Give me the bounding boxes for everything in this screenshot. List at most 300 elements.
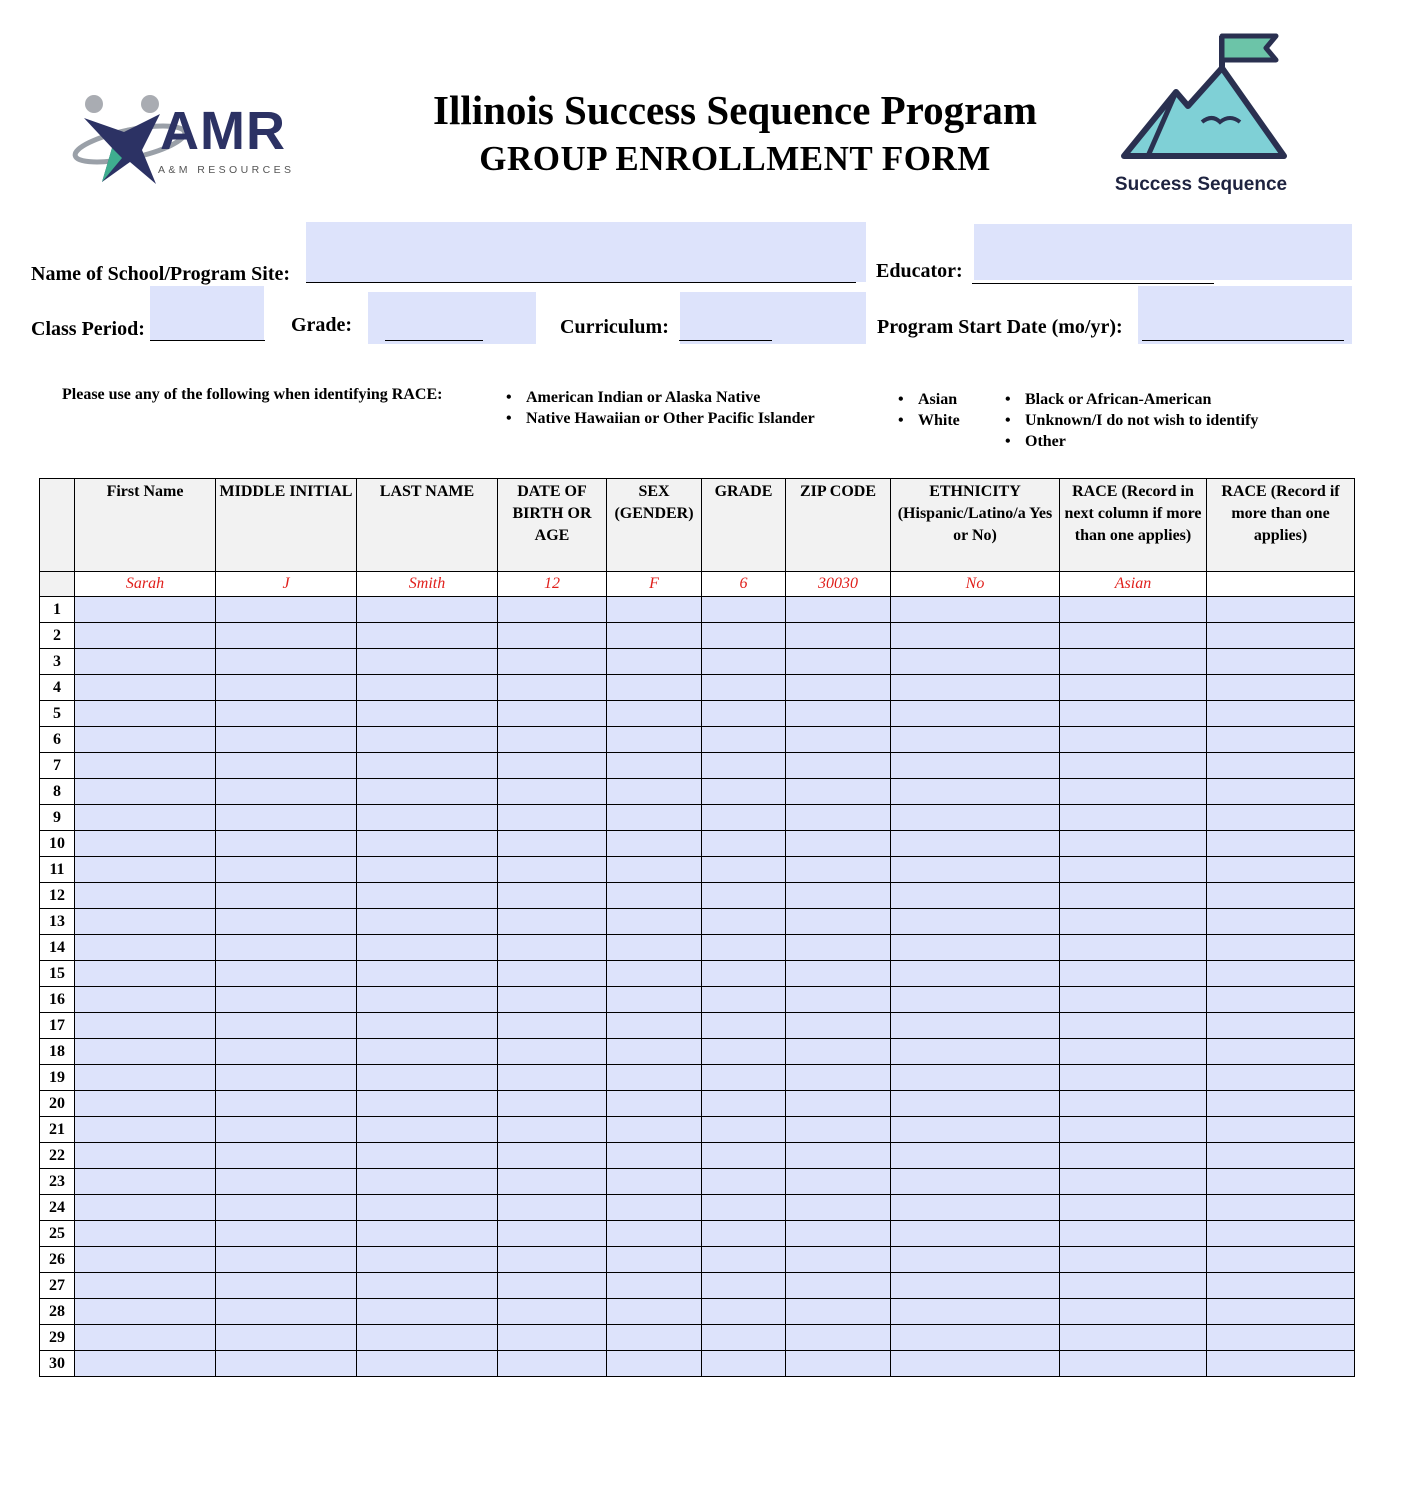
cell-dob-or-age[interactable] [498,935,607,961]
cell-first-name[interactable] [75,1039,216,1065]
cell-ethnicity[interactable] [891,1247,1060,1273]
cell-grade[interactable] [702,649,786,675]
cell-race-1[interactable] [1060,1195,1207,1221]
cell-first-name[interactable] [75,649,216,675]
cell-sex[interactable] [607,597,702,623]
cell-race-1[interactable] [1060,883,1207,909]
cell-first-name[interactable] [75,857,216,883]
cell-race-1[interactable] [1060,1273,1207,1299]
cell-ethnicity[interactable] [891,649,1060,675]
cell-zip-code[interactable] [786,987,891,1013]
cell-ethnicity[interactable] [891,597,1060,623]
cell-race-2[interactable] [1207,935,1355,961]
cell-grade[interactable] [702,1117,786,1143]
cell-sex[interactable] [607,1221,702,1247]
cell-ethnicity[interactable] [891,753,1060,779]
cell-sex[interactable] [607,649,702,675]
cell-race-1[interactable] [1060,623,1207,649]
cell-first-name[interactable] [75,1325,216,1351]
cell-first-name[interactable] [75,1351,216,1377]
cell-race-1[interactable] [1060,1247,1207,1273]
cell-race-2[interactable] [1207,1273,1355,1299]
cell-grade[interactable] [702,961,786,987]
cell-grade[interactable] [702,597,786,623]
cell-ethnicity[interactable] [891,1169,1060,1195]
cell-zip-code[interactable] [786,779,891,805]
cell-sex[interactable] [607,1091,702,1117]
cell-grade[interactable] [702,727,786,753]
cell-zip-code[interactable] [786,675,891,701]
cell-race-2[interactable] [1207,1325,1355,1351]
cell-sex[interactable] [607,1169,702,1195]
cell-middle-initial[interactable] [216,805,357,831]
cell-zip-code[interactable] [786,1273,891,1299]
cell-race-1[interactable] [1060,1117,1207,1143]
cell-zip-code[interactable] [786,1013,891,1039]
cell-middle-initial[interactable] [216,1351,357,1377]
cell-zip-code[interactable] [786,909,891,935]
cell-last-name[interactable] [357,857,498,883]
cell-last-name[interactable] [357,649,498,675]
cell-zip-code[interactable] [786,1091,891,1117]
cell-race-1[interactable] [1060,1169,1207,1195]
cell-race-2[interactable] [1207,779,1355,805]
cell-dob-or-age[interactable] [498,831,607,857]
cell-zip-code[interactable] [786,1065,891,1091]
cell-last-name[interactable] [357,1247,498,1273]
cell-middle-initial[interactable] [216,649,357,675]
cell-middle-initial[interactable] [216,779,357,805]
cell-first-name[interactable] [75,805,216,831]
cell-ethnicity[interactable] [891,831,1060,857]
cell-middle-initial[interactable] [216,727,357,753]
cell-last-name[interactable] [357,883,498,909]
cell-first-name[interactable] [75,1091,216,1117]
cell-dob-or-age[interactable] [498,1091,607,1117]
cell-ethnicity[interactable] [891,1351,1060,1377]
cell-zip-code[interactable] [786,1247,891,1273]
cell-ethnicity[interactable] [891,961,1060,987]
cell-zip-code[interactable] [786,753,891,779]
cell-dob-or-age[interactable] [498,1013,607,1039]
cell-sex[interactable] [607,987,702,1013]
cell-ethnicity[interactable] [891,1013,1060,1039]
cell-grade[interactable] [702,987,786,1013]
cell-sex[interactable] [607,779,702,805]
cell-zip-code[interactable] [786,1221,891,1247]
cell-race-1[interactable] [1060,1299,1207,1325]
cell-zip-code[interactable] [786,1143,891,1169]
cell-middle-initial[interactable] [216,753,357,779]
cell-middle-initial[interactable] [216,1247,357,1273]
cell-dob-or-age[interactable] [498,623,607,649]
cell-dob-or-age[interactable] [498,1273,607,1299]
cell-ethnicity[interactable] [891,727,1060,753]
cell-sex[interactable] [607,727,702,753]
cell-zip-code[interactable] [786,1039,891,1065]
cell-dob-or-age[interactable] [498,1325,607,1351]
cell-zip-code[interactable] [786,961,891,987]
cell-race-2[interactable] [1207,675,1355,701]
cell-race-2[interactable] [1207,805,1355,831]
cell-middle-initial[interactable] [216,1325,357,1351]
cell-dob-or-age[interactable] [498,701,607,727]
cell-middle-initial[interactable] [216,909,357,935]
cell-first-name[interactable] [75,1273,216,1299]
cell-race-1[interactable] [1060,805,1207,831]
cell-zip-code[interactable] [786,701,891,727]
cell-race-1[interactable] [1060,779,1207,805]
cell-race-2[interactable] [1207,1013,1355,1039]
cell-grade[interactable] [702,1143,786,1169]
cell-ethnicity[interactable] [891,805,1060,831]
cell-grade[interactable] [702,805,786,831]
cell-first-name[interactable] [75,935,216,961]
cell-ethnicity[interactable] [891,1221,1060,1247]
cell-dob-or-age[interactable] [498,727,607,753]
cell-sex[interactable] [607,1039,702,1065]
cell-race-2[interactable] [1207,623,1355,649]
cell-ethnicity[interactable] [891,1091,1060,1117]
cell-ethnicity[interactable] [891,909,1060,935]
cell-sex[interactable] [607,1117,702,1143]
cell-grade[interactable] [702,1247,786,1273]
cell-last-name[interactable] [357,1169,498,1195]
cell-dob-or-age[interactable] [498,1247,607,1273]
cell-first-name[interactable] [75,779,216,805]
cell-dob-or-age[interactable] [498,1195,607,1221]
cell-ethnicity[interactable] [891,1065,1060,1091]
cell-race-2[interactable] [1207,701,1355,727]
cell-first-name[interactable] [75,1195,216,1221]
cell-race-1[interactable] [1060,1039,1207,1065]
cell-race-1[interactable] [1060,857,1207,883]
class-period-field[interactable] [150,286,264,340]
cell-grade[interactable] [702,675,786,701]
cell-first-name[interactable] [75,987,216,1013]
cell-last-name[interactable] [357,727,498,753]
cell-race-2[interactable] [1207,1299,1355,1325]
cell-dob-or-age[interactable] [498,1065,607,1091]
cell-grade[interactable] [702,909,786,935]
cell-dob-or-age[interactable] [498,753,607,779]
cell-sex[interactable] [607,857,702,883]
cell-last-name[interactable] [357,1299,498,1325]
cell-grade[interactable] [702,701,786,727]
start-date-field[interactable] [1138,286,1352,344]
cell-first-name[interactable] [75,1065,216,1091]
cell-race-1[interactable] [1060,935,1207,961]
cell-grade[interactable] [702,1221,786,1247]
cell-race-2[interactable] [1207,961,1355,987]
cell-sex[interactable] [607,961,702,987]
cell-first-name[interactable] [75,1299,216,1325]
cell-race-1[interactable] [1060,831,1207,857]
cell-last-name[interactable] [357,1065,498,1091]
cell-race-1[interactable] [1060,1325,1207,1351]
cell-ethnicity[interactable] [891,1299,1060,1325]
cell-middle-initial[interactable] [216,623,357,649]
cell-first-name[interactable] [75,909,216,935]
cell-last-name[interactable] [357,1117,498,1143]
cell-ethnicity[interactable] [891,1195,1060,1221]
cell-race-1[interactable] [1060,597,1207,623]
cell-dob-or-age[interactable] [498,1143,607,1169]
cell-first-name[interactable] [75,961,216,987]
cell-grade[interactable] [702,831,786,857]
cell-middle-initial[interactable] [216,1065,357,1091]
cell-dob-or-age[interactable] [498,649,607,675]
cell-dob-or-age[interactable] [498,909,607,935]
cell-grade[interactable] [702,1169,786,1195]
cell-ethnicity[interactable] [891,779,1060,805]
cell-middle-initial[interactable] [216,961,357,987]
cell-grade[interactable] [702,1273,786,1299]
cell-race-2[interactable] [1207,649,1355,675]
cell-ethnicity[interactable] [891,701,1060,727]
cell-first-name[interactable] [75,831,216,857]
cell-sex[interactable] [607,623,702,649]
cell-last-name[interactable] [357,831,498,857]
cell-dob-or-age[interactable] [498,961,607,987]
cell-race-2[interactable] [1207,1091,1355,1117]
cell-last-name[interactable] [357,675,498,701]
school-site-field[interactable] [306,222,866,282]
cell-middle-initial[interactable] [216,701,357,727]
cell-race-1[interactable] [1060,1351,1207,1377]
cell-middle-initial[interactable] [216,883,357,909]
cell-sex[interactable] [607,1325,702,1351]
cell-grade[interactable] [702,1325,786,1351]
cell-first-name[interactable] [75,1013,216,1039]
cell-middle-initial[interactable] [216,597,357,623]
cell-first-name[interactable] [75,1169,216,1195]
cell-grade[interactable] [702,1013,786,1039]
cell-middle-initial[interactable] [216,1143,357,1169]
cell-sex[interactable] [607,1247,702,1273]
cell-middle-initial[interactable] [216,857,357,883]
cell-ethnicity[interactable] [891,935,1060,961]
cell-middle-initial[interactable] [216,1221,357,1247]
cell-race-1[interactable] [1060,961,1207,987]
cell-middle-initial[interactable] [216,1195,357,1221]
cell-race-1[interactable] [1060,1221,1207,1247]
cell-last-name[interactable] [357,1091,498,1117]
cell-last-name[interactable] [357,961,498,987]
cell-race-2[interactable] [1207,883,1355,909]
cell-dob-or-age[interactable] [498,675,607,701]
cell-race-2[interactable] [1207,1039,1355,1065]
cell-first-name[interactable] [75,1221,216,1247]
cell-last-name[interactable] [357,909,498,935]
cell-last-name[interactable] [357,1013,498,1039]
cell-race-1[interactable] [1060,1065,1207,1091]
cell-sex[interactable] [607,805,702,831]
cell-grade[interactable] [702,857,786,883]
cell-last-name[interactable] [357,701,498,727]
cell-middle-initial[interactable] [216,1091,357,1117]
cell-grade[interactable] [702,753,786,779]
cell-race-1[interactable] [1060,753,1207,779]
cell-dob-or-age[interactable] [498,1039,607,1065]
cell-first-name[interactable] [75,597,216,623]
cell-zip-code[interactable] [786,831,891,857]
cell-zip-code[interactable] [786,1195,891,1221]
cell-ethnicity[interactable] [891,1325,1060,1351]
cell-middle-initial[interactable] [216,1039,357,1065]
cell-ethnicity[interactable] [891,987,1060,1013]
cell-grade[interactable] [702,1039,786,1065]
cell-sex[interactable] [607,909,702,935]
cell-middle-initial[interactable] [216,935,357,961]
cell-zip-code[interactable] [786,1351,891,1377]
cell-first-name[interactable] [75,1143,216,1169]
cell-race-1[interactable] [1060,987,1207,1013]
cell-grade[interactable] [702,1351,786,1377]
cell-ethnicity[interactable] [891,1143,1060,1169]
cell-sex[interactable] [607,1351,702,1377]
cell-race-2[interactable] [1207,1247,1355,1273]
cell-dob-or-age[interactable] [498,1221,607,1247]
cell-sex[interactable] [607,675,702,701]
cell-grade[interactable] [702,1091,786,1117]
cell-grade[interactable] [702,935,786,961]
cell-ethnicity[interactable] [891,1039,1060,1065]
cell-grade[interactable] [702,779,786,805]
cell-last-name[interactable] [357,1221,498,1247]
cell-zip-code[interactable] [786,805,891,831]
cell-race-2[interactable] [1207,727,1355,753]
cell-race-1[interactable] [1060,1143,1207,1169]
cell-last-name[interactable] [357,1039,498,1065]
cell-first-name[interactable] [75,753,216,779]
cell-last-name[interactable] [357,1143,498,1169]
cell-last-name[interactable] [357,753,498,779]
cell-first-name[interactable] [75,701,216,727]
cell-first-name[interactable] [75,1117,216,1143]
cell-ethnicity[interactable] [891,1273,1060,1299]
cell-zip-code[interactable] [786,1117,891,1143]
cell-dob-or-age[interactable] [498,597,607,623]
cell-grade[interactable] [702,623,786,649]
cell-zip-code[interactable] [786,935,891,961]
cell-dob-or-age[interactable] [498,1351,607,1377]
cell-race-1[interactable] [1060,1013,1207,1039]
cell-race-2[interactable] [1207,857,1355,883]
cell-zip-code[interactable] [786,857,891,883]
cell-sex[interactable] [607,1299,702,1325]
cell-middle-initial[interactable] [216,1273,357,1299]
cell-dob-or-age[interactable] [498,805,607,831]
cell-middle-initial[interactable] [216,987,357,1013]
cell-zip-code[interactable] [786,649,891,675]
cell-zip-code[interactable] [786,883,891,909]
cell-dob-or-age[interactable] [498,779,607,805]
cell-dob-or-age[interactable] [498,857,607,883]
cell-zip-code[interactable] [786,597,891,623]
educator-field[interactable] [974,224,1352,280]
cell-race-2[interactable] [1207,1065,1355,1091]
cell-race-2[interactable] [1207,1117,1355,1143]
cell-sex[interactable] [607,1013,702,1039]
cell-race-1[interactable] [1060,649,1207,675]
cell-last-name[interactable] [357,987,498,1013]
cell-race-2[interactable] [1207,1351,1355,1377]
cell-race-1[interactable] [1060,675,1207,701]
cell-grade[interactable] [702,1195,786,1221]
cell-ethnicity[interactable] [891,675,1060,701]
cell-last-name[interactable] [357,597,498,623]
cell-first-name[interactable] [75,1247,216,1273]
cell-race-1[interactable] [1060,701,1207,727]
cell-last-name[interactable] [357,805,498,831]
cell-sex[interactable] [607,1065,702,1091]
cell-sex[interactable] [607,753,702,779]
cell-race-2[interactable] [1207,1195,1355,1221]
cell-last-name[interactable] [357,623,498,649]
cell-sex[interactable] [607,935,702,961]
grade-field[interactable] [368,292,536,344]
cell-race-2[interactable] [1207,753,1355,779]
cell-race-1[interactable] [1060,1091,1207,1117]
cell-middle-initial[interactable] [216,1299,357,1325]
cell-dob-or-age[interactable] [498,987,607,1013]
cell-middle-initial[interactable] [216,1013,357,1039]
curriculum-field[interactable] [680,292,866,344]
cell-sex[interactable] [607,883,702,909]
cell-sex[interactable] [607,1273,702,1299]
cell-last-name[interactable] [357,1325,498,1351]
cell-zip-code[interactable] [786,623,891,649]
cell-race-2[interactable] [1207,987,1355,1013]
cell-race-2[interactable] [1207,1221,1355,1247]
cell-race-2[interactable] [1207,831,1355,857]
cell-ethnicity[interactable] [891,883,1060,909]
cell-zip-code[interactable] [786,1299,891,1325]
cell-dob-or-age[interactable] [498,1117,607,1143]
cell-race-2[interactable] [1207,909,1355,935]
cell-zip-code[interactable] [786,727,891,753]
cell-sex[interactable] [607,701,702,727]
cell-grade[interactable] [702,1065,786,1091]
cell-middle-initial[interactable] [216,675,357,701]
cell-last-name[interactable] [357,1351,498,1377]
cell-race-1[interactable] [1060,727,1207,753]
cell-race-2[interactable] [1207,597,1355,623]
cell-ethnicity[interactable] [891,623,1060,649]
cell-last-name[interactable] [357,779,498,805]
cell-middle-initial[interactable] [216,1169,357,1195]
cell-race-2[interactable] [1207,1169,1355,1195]
cell-last-name[interactable] [357,935,498,961]
cell-dob-or-age[interactable] [498,883,607,909]
cell-zip-code[interactable] [786,1169,891,1195]
cell-dob-or-age[interactable] [498,1299,607,1325]
cell-race-1[interactable] [1060,909,1207,935]
cell-first-name[interactable] [75,675,216,701]
cell-first-name[interactable] [75,727,216,753]
cell-first-name[interactable] [75,883,216,909]
cell-race-2[interactable] [1207,1143,1355,1169]
cell-last-name[interactable] [357,1195,498,1221]
cell-dob-or-age[interactable] [498,1169,607,1195]
cell-zip-code[interactable] [786,1325,891,1351]
cell-last-name[interactable] [357,1273,498,1299]
cell-sex[interactable] [607,1143,702,1169]
cell-grade[interactable] [702,1299,786,1325]
cell-ethnicity[interactable] [891,1117,1060,1143]
cell-middle-initial[interactable] [216,1117,357,1143]
